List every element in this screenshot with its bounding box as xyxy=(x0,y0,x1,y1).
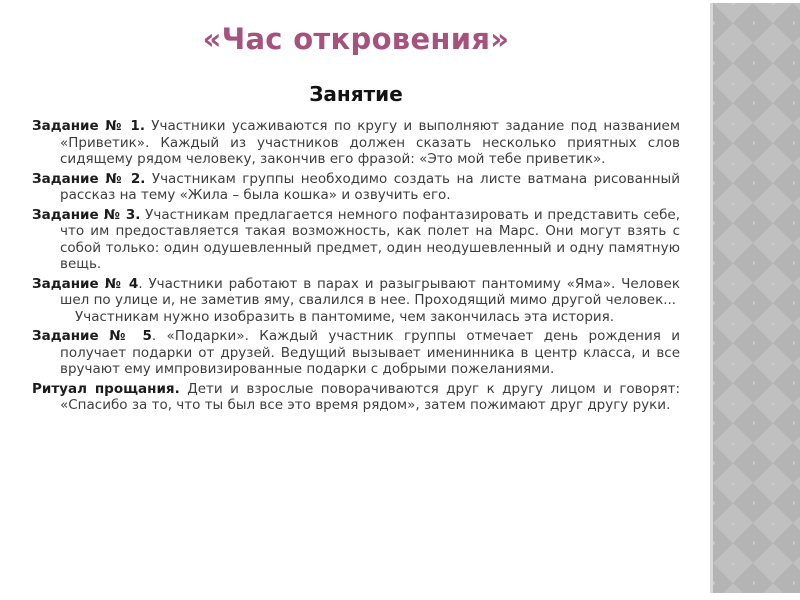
task-list xyxy=(0,118,712,414)
task-paragraph-5 xyxy=(32,328,680,378)
task-1-body: Участники усаживаются по кругу и выполняют задание под названием «Приветик». Каждый из участников должен сказать несколько приятных слов сидящему рядом человеку, закончив его фразой: «Это мой тебе приветик». xyxy=(60,118,680,167)
farewell-ritual-body: Дети и взрослые поворачиваются друг к другу лицом и говорят: «Спасибо за то, что ты был все это время рядом», затем пожимают друг другу руки. xyxy=(60,380,680,413)
slide-subtitle: Занятие xyxy=(309,82,403,106)
task-paragraph-1 xyxy=(32,118,680,168)
task-5-lead: Задание № 5 xyxy=(32,328,152,344)
task-4-lead: Задание № 4 xyxy=(32,275,139,292)
task-paragraph-6 xyxy=(32,381,680,414)
farewell-ritual-lead: Ритуал прощания. xyxy=(32,380,180,397)
task-paragraph-3 xyxy=(32,207,680,273)
task-paragraph-4 xyxy=(32,276,680,309)
task-paragraph-2 xyxy=(32,171,680,204)
task-3-body: Участникам предлагается немного пофантазировать и представить себе, что им предоставляется такая возможность, как полет на Марс. Они могут взять с собой только: один одушевленный предмет, один неодушевленный и одну памятную вещь. xyxy=(60,206,680,272)
task-3-lead: Задание № 3. xyxy=(32,206,141,223)
task-2-body: Участникам группы необходимо создать на листе ватмана рисованный рассказ на тему «Жила – была кошка» и озвучить его. xyxy=(60,170,680,203)
task-4-body: . Участники работают в парах и разыгрывают пантомиму «Яма». Человек шел по улице и, не заметив яму, свалился в нее. Проходящий мимо другой человек... xyxy=(60,275,680,308)
task-2-lead: Задание № 2. xyxy=(32,170,146,187)
diamond-pattern-strip xyxy=(710,3,800,593)
slide-title: «Час откровения» xyxy=(202,22,510,56)
task-4-sub-line: Участникам нужно изобразить в пантомиме, чем закончилась эта история. xyxy=(75,308,615,325)
task-5-body: . «Подарки». Каждый участник группы отмечает день рождения и получает подарки от друзей. Ведущий вызывает именинника в центр класса, и все вручают ему импровизированные подарки с добрыми пожеланиями. xyxy=(60,328,680,377)
task-1-lead: Задание № 1. xyxy=(32,118,145,134)
